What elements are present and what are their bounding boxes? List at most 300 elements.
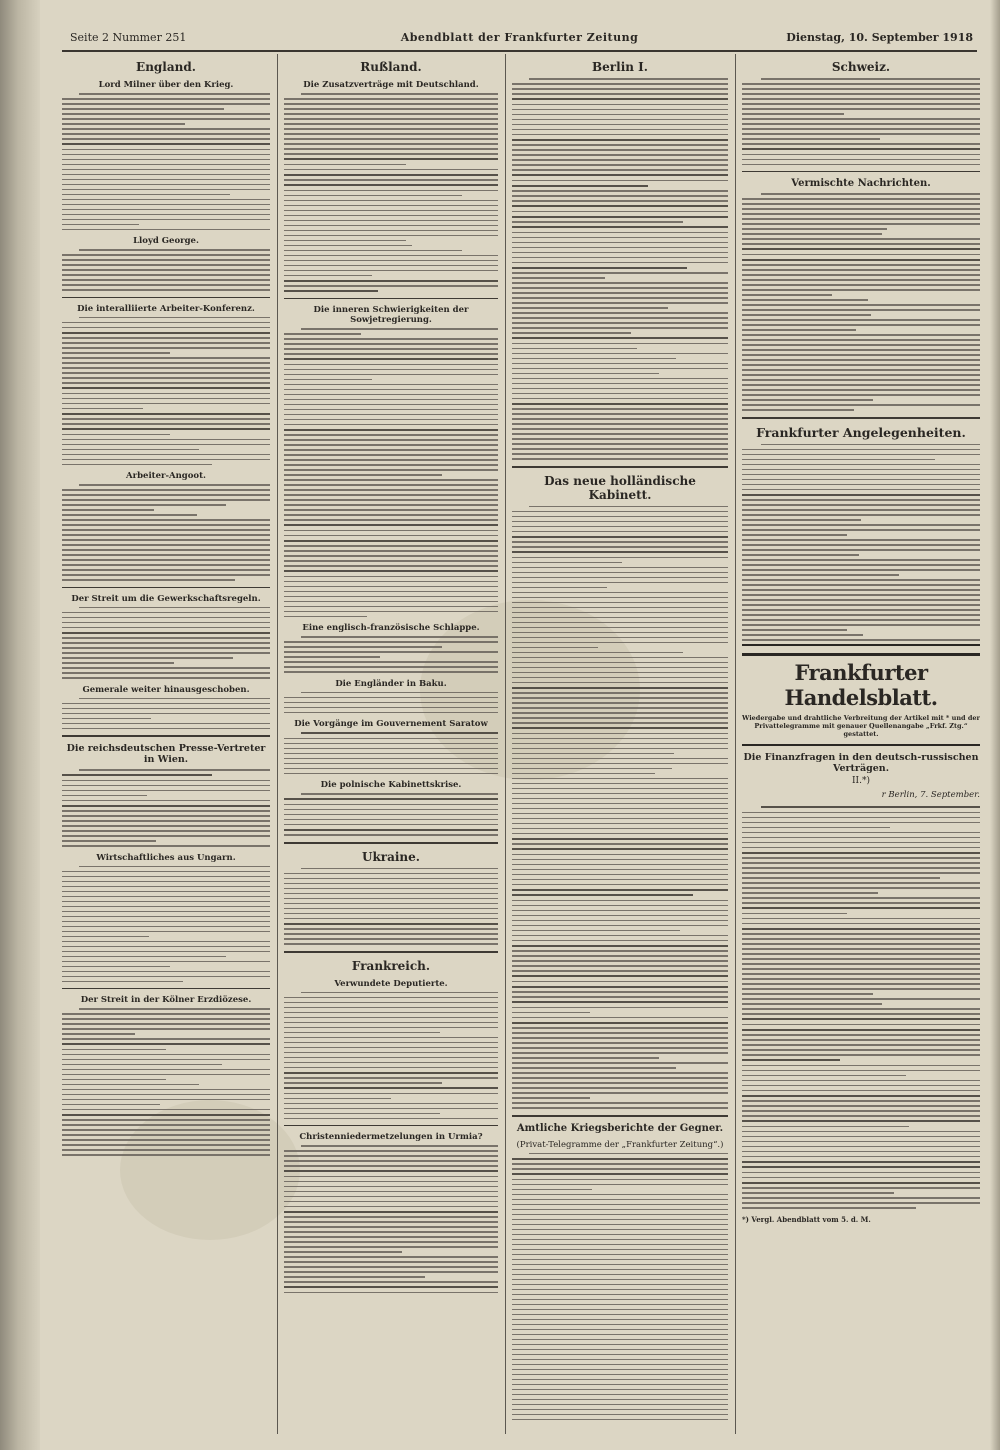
text-line [512,353,728,355]
text-line [512,592,728,594]
text-line [512,920,728,922]
text-line [284,1241,498,1243]
text-line [62,800,270,802]
handelsblatt-box [742,644,980,746]
text-line [284,1067,498,1069]
text-line [284,712,498,714]
text-line [742,1029,980,1031]
column-3 [512,54,728,1424]
text-line [742,1120,980,1122]
text-line [742,164,980,166]
text-line [79,607,270,609]
text-block [742,78,980,165]
text-line [284,1181,498,1183]
text-line [742,609,980,611]
text-line [742,1202,980,1204]
text-line [284,1032,440,1034]
text-line [512,383,728,385]
text-line [512,738,728,740]
text-line [62,229,270,231]
text-line [512,667,728,669]
text-line [512,955,728,957]
text-block [62,769,270,847]
text-line [512,337,728,339]
text-line [512,1072,728,1074]
text-line [742,948,980,950]
text-line [62,219,270,221]
text-line [284,1042,498,1044]
text-line [742,569,980,571]
text-line [512,1369,728,1371]
text-line [742,1039,980,1041]
text-line [284,364,498,366]
text-line [284,184,498,186]
text-line [512,358,676,360]
text-line [62,667,270,669]
text-line [512,1264,728,1266]
text-line [284,1221,498,1223]
text-line [512,900,728,902]
text-line [512,828,728,830]
text-line [742,1146,980,1148]
text-line [62,627,270,629]
text-line [284,530,498,532]
text-line [284,1196,498,1198]
text-line [512,124,728,126]
text-line [742,988,980,990]
text-line [512,722,728,724]
text-line [512,1259,728,1261]
text-line [284,449,498,451]
text-line [512,773,655,775]
text-line [284,1271,498,1273]
text-line [742,1141,980,1143]
text-line [284,933,498,935]
text-line [512,687,728,689]
text-line [284,1206,498,1208]
text-line [284,459,498,461]
text-line [284,1276,425,1278]
text-line [512,282,728,284]
text-line [62,274,270,276]
divider [284,951,498,953]
text-line [62,554,270,556]
text-block [512,506,728,1109]
text-line [742,852,980,854]
text-line [512,1304,728,1306]
text-line [742,1105,980,1107]
text-line [512,783,728,785]
page-edge [990,0,1000,1450]
text-line [62,881,270,883]
text-line [284,464,498,466]
subheading: Arbeiter-Angoot. [126,471,206,481]
text-line [301,732,498,734]
text-line [284,409,498,411]
text-line [284,671,498,673]
text-line [742,1018,980,1020]
text-line [62,1139,270,1141]
text-line [62,398,270,400]
text-line [512,418,728,420]
text-line [284,1251,402,1253]
text-line [284,1155,498,1157]
text-block [284,692,498,714]
text-line [284,255,498,257]
text-line [742,1044,980,1046]
text-line [512,185,648,187]
text-line [512,262,728,264]
text-line [284,275,372,277]
text-line [512,864,728,866]
text-line [284,138,498,140]
text-line [742,309,980,311]
text-line [512,428,728,430]
text-line [62,439,270,441]
text-line [742,1070,980,1072]
text-line [512,572,728,574]
text-line [284,504,498,506]
article-title: Die Finanzfragen in den deutsch-russischen Verträgen. [743,752,979,774]
text-line [742,454,980,456]
text-line [742,254,980,256]
text-line [742,259,980,261]
text-line [512,393,728,395]
text-line [284,108,498,110]
text-line [512,1087,728,1089]
text-line [301,1145,498,1147]
text-line [742,159,980,161]
text-line [742,118,980,120]
text-line [512,582,728,584]
text-line [742,1151,980,1153]
text-line [284,424,498,426]
text-line [284,1292,498,1294]
text-line [62,569,270,571]
text-line [512,1329,728,1331]
text-line [742,103,980,105]
text-line [62,662,174,664]
text-line [284,616,367,618]
text-line [62,632,270,634]
text-line [62,154,270,156]
text-line [62,444,270,446]
text-line [284,399,498,401]
text-line [62,204,270,206]
text-line [512,793,728,795]
text-line [512,577,728,579]
text-line [284,379,372,381]
text-line [284,651,498,653]
text-line [512,1239,728,1241]
text-line [62,214,270,216]
page-header [62,28,977,52]
text-line [742,594,980,596]
text-line [79,93,270,95]
text-line [62,835,270,837]
text-line [284,1002,498,1004]
text-line [62,906,270,908]
section-heading-england: England. [136,60,196,74]
text-line [284,384,498,386]
text-line [284,535,498,537]
text-line [62,289,270,291]
text-line [512,1394,728,1396]
text-line [742,953,980,955]
text-line [284,245,412,247]
text-line [284,343,498,345]
text-line [62,845,270,847]
text-line [62,718,151,720]
subheading: (Privat-Telegramme der „Frankfurter Zeitung“.) [516,1139,724,1150]
text-line [62,449,199,451]
subheading: Die polnische Kabinettskrise. [320,780,462,790]
text-line [284,509,498,511]
text-line [62,1064,222,1066]
text-line [284,200,498,202]
text-line [512,1032,728,1034]
text-line [62,108,224,110]
text-line [62,377,270,379]
text-line [62,1129,270,1131]
text-line [284,1062,498,1064]
text-line [742,938,980,940]
subheading: Lord Milner über den Krieg. [98,80,234,90]
text-line [512,327,728,329]
section-heading-presse: Die reichsdeutschen Presse-Vertreter in Wien. [66,743,266,765]
text-line [742,847,980,849]
text-line [512,272,728,274]
article-part: II.*) [852,776,870,786]
text-block [284,992,498,1120]
text-line [742,897,980,899]
text-line [742,857,980,859]
text-line [512,1092,728,1094]
column-rule [735,54,736,1434]
text-line [512,753,674,755]
text-line [62,322,270,324]
text-line [512,682,728,684]
text-line [742,933,980,935]
text-line [512,803,728,805]
section-heading-berlin: Berlin I. [592,60,648,74]
text-line [512,702,728,704]
page-number: Seite 2 Nummer 251 [70,31,187,44]
text-line [512,763,728,765]
text-line [62,357,270,359]
text-line [62,1028,270,1030]
text-line [742,233,882,235]
text-line [284,484,498,486]
text-line [62,184,270,186]
text-line [62,387,270,389]
text-line [62,961,270,963]
text-line [284,702,498,704]
text-block [284,328,498,617]
text-line [284,419,498,421]
text-line [512,119,728,121]
text-line [512,627,728,629]
text-line [512,1204,728,1206]
text-block [284,1145,498,1293]
text-line [742,1192,894,1194]
text-line [62,966,170,968]
text-line [512,453,728,455]
text-line [512,1052,728,1054]
text-line [284,1286,498,1288]
text-line [742,279,980,281]
text-line [512,930,680,932]
text-line [284,133,498,135]
text-line [284,519,498,521]
text-line [284,898,498,900]
text-line [62,362,270,364]
text-line [62,539,270,541]
divider [284,842,498,844]
text-line [512,622,728,624]
text-line [62,1043,270,1045]
text-line [742,208,980,210]
text-line [742,817,980,819]
text-line [742,574,899,576]
text-line [284,550,498,552]
text-line [512,1158,728,1160]
text-line [301,868,498,870]
text-line [62,423,270,425]
text-line [512,1214,728,1216]
text-line [512,1077,728,1079]
text-block [512,78,728,460]
text-line [284,514,498,516]
text-line [512,587,607,589]
text-block [742,444,980,641]
text-line [512,879,728,881]
text-line [284,143,498,145]
text-line [62,951,270,953]
text-line [512,1244,728,1246]
text-line [62,657,233,659]
text-line [62,367,270,369]
text-line [512,733,728,735]
text-line [62,795,147,797]
text-line [512,910,728,912]
text-line [284,148,498,150]
text-line [62,921,270,923]
text-line [512,408,728,410]
text-line [512,252,728,254]
text-line [284,285,498,287]
text-line [512,859,728,861]
text-line [62,403,270,405]
text-line [284,606,498,608]
text-line [512,970,728,972]
text-block [284,793,498,836]
text-line [742,1187,980,1189]
text-line [742,319,980,321]
text-line [284,596,498,598]
text-line [512,149,728,151]
text-line [62,916,270,918]
divider [62,988,270,989]
text-line [62,1124,270,1126]
text-line [284,179,498,181]
text-line [62,1018,270,1020]
text-line [742,529,980,531]
text-line [742,409,854,411]
text-line [512,109,728,111]
text-line [512,1219,728,1221]
text-line [742,1110,980,1112]
text-line [512,657,728,659]
text-line [284,1098,391,1100]
text-line [742,619,980,621]
text-line [62,408,143,410]
text-line [62,393,270,395]
text-line [284,210,498,212]
text-line [284,113,498,115]
text-line [62,489,270,491]
text-line [742,98,980,100]
text-block [742,193,980,411]
text-line [512,1274,728,1276]
issue-date: Dienstag, 10. September 1918 [786,31,973,44]
text-line [62,133,270,135]
text-line [512,104,728,106]
text-line [512,1234,728,1236]
text-line [62,672,270,674]
text-line [284,174,498,176]
text-line [284,98,498,100]
section-heading-frankreich: Frankreich. [351,958,431,973]
text-line [512,991,728,993]
text-line [301,636,498,638]
text-line [62,269,270,271]
text-line [284,611,498,613]
text-line [512,433,728,435]
text-line [62,1104,160,1106]
text-line [512,1379,728,1381]
text-line [284,560,498,562]
text-line [742,93,980,95]
text-line [742,238,980,240]
text-line [742,1085,980,1087]
text-block [284,732,498,774]
text-line [284,265,498,267]
text-line [512,398,728,400]
text-line [512,277,605,279]
text-line [284,260,498,262]
text-line [742,559,980,561]
text-line [512,1339,728,1341]
text-line [742,113,844,115]
text-line [62,946,270,948]
text-line [284,494,498,496]
text-line [742,907,980,909]
text-line [512,1057,659,1059]
text-line [512,874,728,876]
text-line [284,1017,498,1019]
text-line [284,1246,498,1248]
text-line [62,1089,270,1091]
text-line [284,1256,498,1258]
text-line [742,1065,980,1067]
text-block [62,866,270,983]
text-line [284,1201,498,1203]
text-block [284,636,498,673]
text-line [512,144,728,146]
text-line [301,692,498,694]
text-line [512,1229,728,1231]
